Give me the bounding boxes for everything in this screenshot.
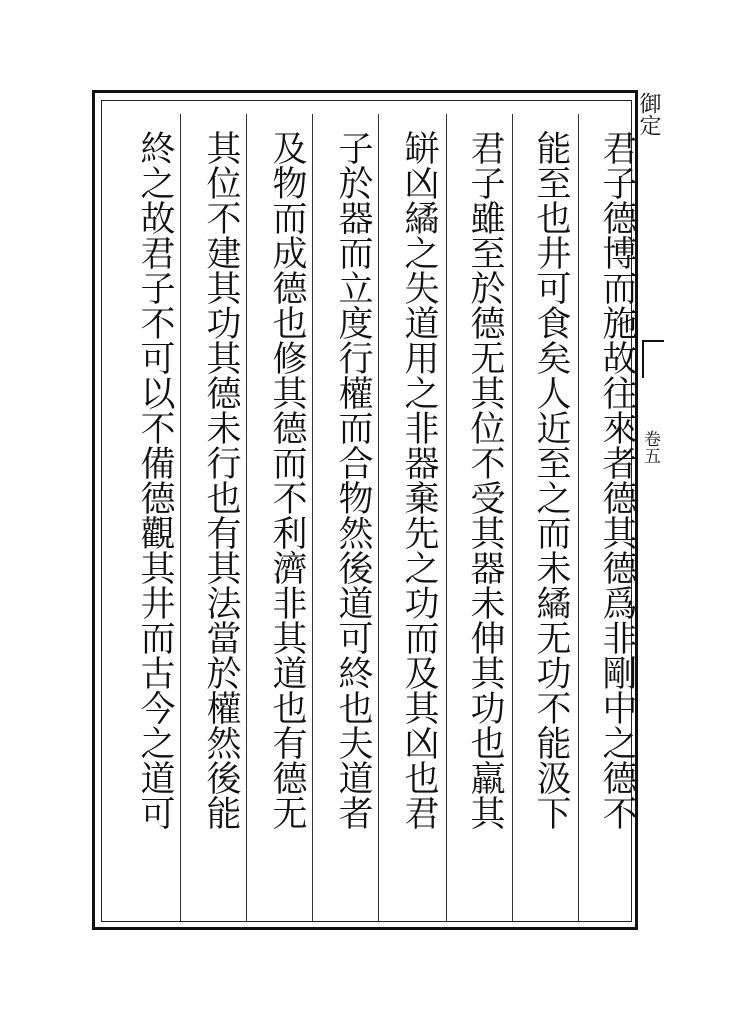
text-column-3: 君子雖至於德无其位不受其器未伸其功也羸其 bbox=[465, 130, 505, 830]
column-divider bbox=[446, 114, 447, 922]
fish-tail-mark bbox=[642, 340, 664, 378]
column-divider bbox=[312, 114, 313, 922]
text-column-7: 其位不建其功其德未行也有其法當於權然後能 bbox=[201, 130, 241, 830]
text-column-2: 能至也井可食矣人近至之而未繘无功不能汲下 bbox=[531, 130, 571, 830]
margin-heading: 御定 bbox=[636, 92, 661, 136]
text-column-8: 終之故君子不可以不備德觀其井而古今之道可 bbox=[135, 130, 175, 830]
text-column-5: 子於器而立度行權而合物然後道可終也夫道者 bbox=[333, 130, 373, 830]
margin-volume: 卷五 bbox=[640, 430, 660, 464]
column-divider bbox=[378, 114, 379, 922]
column-divider bbox=[512, 114, 513, 922]
column-divider bbox=[180, 114, 181, 922]
text-column-1: 君子德博而施故往來者德其德爲非剛中之德不 bbox=[597, 130, 637, 830]
column-divider bbox=[578, 114, 579, 922]
column-divider bbox=[246, 114, 247, 922]
text-column-6: 及物而成德也修其德而不利濟非其道也有德无 bbox=[267, 130, 307, 830]
text-column-4: 缾凶繘之失道用之非器棄先之功而及其凶也君 bbox=[399, 130, 439, 830]
